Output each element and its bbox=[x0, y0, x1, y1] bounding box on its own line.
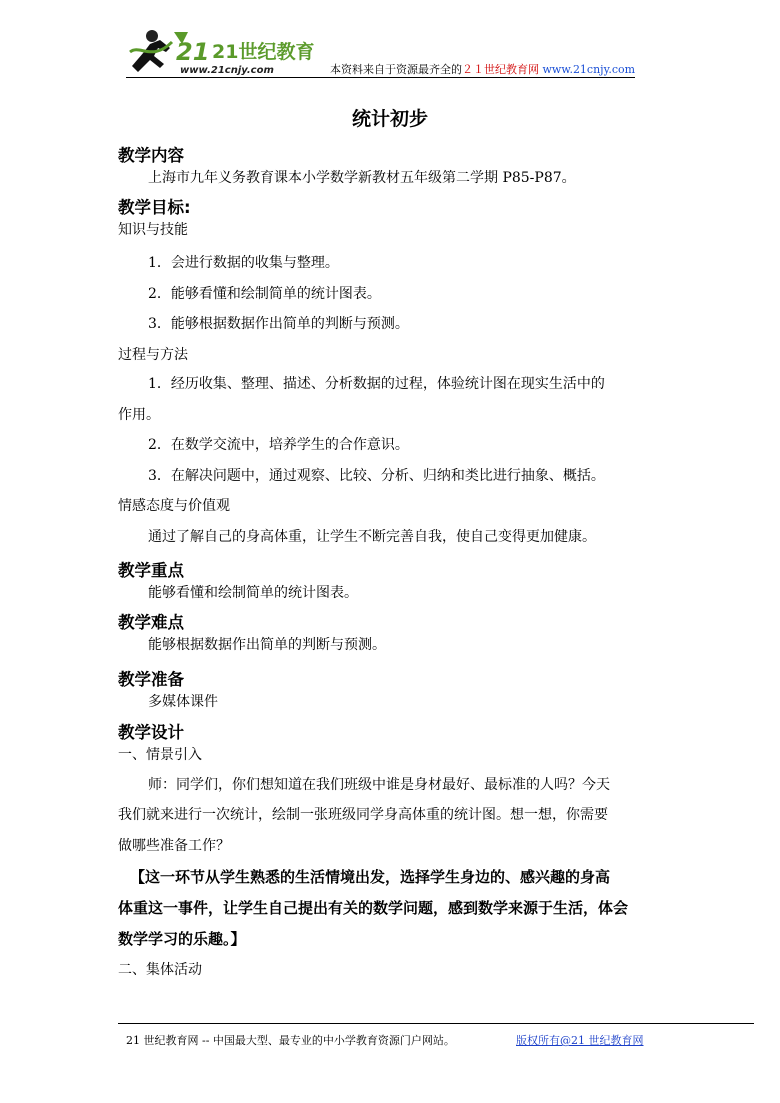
runner-logo-icon bbox=[122, 22, 318, 80]
logo-text: 21世纪教育 bbox=[212, 41, 315, 63]
teacher-line-1: 师：同学们，你们想知道在我们班级中谁是身材最好、最标准的人吗？今天 bbox=[148, 777, 610, 793]
part-1-heading: 一、情景引入 bbox=[118, 747, 202, 763]
preparation-text: 多媒体课件 bbox=[148, 694, 218, 710]
subheading-emotion: 情感态度与价值观 bbox=[118, 498, 230, 514]
heading-teaching-content: 教学内容 bbox=[118, 146, 184, 165]
process-item-3: 3．在解决问题中，通过观察、比较、分析、归纳和类比进行抽象、概括。 bbox=[148, 468, 605, 484]
part-2-heading: 二、集体活动 bbox=[118, 962, 202, 978]
subheading-process: 过程与方法 bbox=[118, 347, 188, 363]
process-item-1-line-2: 作用。 bbox=[118, 407, 160, 423]
notice-site-link[interactable]: ２１世纪教育网 bbox=[462, 63, 539, 76]
note-line-2: 体重这一事件，让学生自己提出有关的数学问题，感到数学来源于生活，体会 bbox=[118, 899, 629, 917]
knowledge-item-1: 1．会进行数据的收集与整理。 bbox=[148, 255, 339, 271]
source-notice bbox=[330, 61, 635, 77]
difficulty-text: 能够根据数据作出简单的判断与预测。 bbox=[148, 637, 386, 653]
note-line-3: 数学学习的乐趣。】 bbox=[118, 930, 246, 948]
notice-prefix: 本资料来自于资源最齐全的 bbox=[330, 63, 462, 76]
logo-url: www.21cnjy.com bbox=[180, 65, 274, 76]
svg-text:21: 21 bbox=[176, 38, 210, 66]
heading-teaching-design: 教学设计 bbox=[118, 723, 184, 742]
copyright-link[interactable]: 版权所有@21 世纪教育网 bbox=[516, 1034, 644, 1047]
document-title: 统计初步 bbox=[351, 108, 428, 130]
footer-divider bbox=[118, 1023, 754, 1024]
teacher-line-3: 做哪些准备工作？ bbox=[118, 838, 230, 854]
process-item-1-line-1: 1．经历收集、整理、描述、分析数据的过程，体验统计图在现实生活中的 bbox=[148, 376, 605, 392]
emotion-text: 通过了解自己的身高体重，让学生不断完善自我，使自己变得更加健康。 bbox=[148, 529, 596, 545]
subheading-knowledge: 知识与技能 bbox=[118, 222, 188, 238]
teacher-line-2: 我们就来进行一次统计，绘制一张班级同学身高体重的统计图。想一想，你需要 bbox=[118, 807, 608, 823]
process-item-2: 2．在数学交流中，培养学生的合作意识。 bbox=[148, 437, 409, 453]
site-logo[interactable] bbox=[122, 22, 318, 80]
teaching-content-text: 上海市九年义务教育课本小学数学新教材五年级第二学期 P85-P87。 bbox=[148, 170, 576, 186]
note-line-1: 【这一环节从学生熟悉的生活情境出发，选择学生身边的、感兴趣的身高 bbox=[130, 868, 611, 886]
heading-key-points: 教学重点 bbox=[118, 561, 184, 580]
header-divider bbox=[126, 77, 635, 78]
heading-teaching-goals: 教学目标: bbox=[118, 198, 191, 217]
knowledge-item-3: 3．能够根据数据作出简单的判断与预测。 bbox=[148, 316, 409, 332]
footer-text: 21 世纪教育网 -- 中国最大型、最专业的中小学教育资源门户网站。 bbox=[126, 1034, 455, 1047]
key-points-text: 能够看懂和绘制简单的统计图表。 bbox=[148, 585, 358, 601]
knowledge-item-2: 2．能够看懂和绘制简单的统计图表。 bbox=[148, 286, 381, 302]
notice-url-link[interactable]: www.21cnjy.com bbox=[542, 63, 636, 76]
heading-difficulty: 教学难点 bbox=[118, 613, 184, 632]
heading-preparation: 教学准备 bbox=[118, 670, 184, 689]
